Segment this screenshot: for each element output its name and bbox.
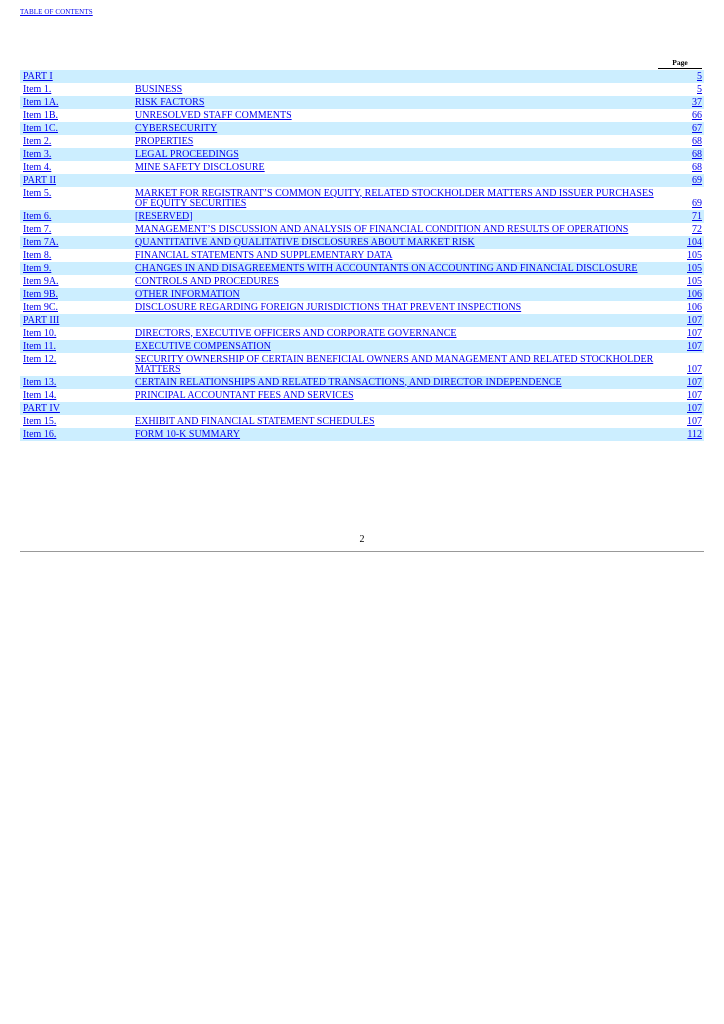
toc-title-cell [135,161,655,174]
toc-row [20,389,704,402]
toc-item-cell [20,376,135,389]
toc-item-cell [20,389,135,402]
toc-item-cell [20,301,135,314]
toc-row [20,210,704,223]
toc-page-cell [655,187,704,210]
toc-page-cell [655,249,704,262]
toc-row [20,314,704,327]
toc-page-link[interactable]: 5 [697,70,702,82]
toc-item-link[interactable]: Item 9C. [23,301,58,313]
toc-table [20,70,704,441]
toc-title-cell [135,262,655,275]
toc-item-link[interactable]: Item 9A. [23,275,59,287]
toc-row [20,415,704,428]
toc-row [20,353,704,376]
toc-row [20,327,704,340]
toc-page-link[interactable]: 107 [687,314,702,326]
toc-item-link[interactable]: Item 16. [23,428,57,440]
toc-part-link[interactable]: PART II [23,174,57,186]
toc-row [20,148,704,161]
toc-page-cell [655,275,704,288]
toc-page-cell [655,122,704,135]
toc-title-link[interactable]: FORM 10-K SUMMARY [135,428,241,440]
toc-title-link[interactable]: PRINCIPAL ACCOUNTANT FEES AND SERVICES [135,389,354,401]
toc-page-cell [655,327,704,340]
toc-title-cell [135,122,655,135]
toc-title-cell [135,187,655,210]
toc-title-cell [135,275,655,288]
toc-part-link[interactable]: PART III [23,314,60,326]
toc-title-cell [135,148,655,161]
toc-title-link[interactable]: MINE SAFETY DISCLOSURE [135,161,265,173]
toc-page-cell [655,210,704,223]
toc-page-cell [655,262,704,275]
toc-title-link[interactable]: DIRECTORS, EXECUTIVE OFFICERS AND CORPORATE GOVERNANCE [135,327,457,339]
toc-title-cell [135,83,655,96]
toc-item-link[interactable]: Item 12. [23,353,57,365]
toc-title-cell [135,135,655,148]
toc-row [20,122,704,135]
toc-page-link[interactable]: 67 [692,122,702,134]
toc-item-cell [20,314,135,327]
toc-item-link[interactable]: Item 14. [23,389,57,401]
toc-item-link[interactable]: Item 9. [23,262,52,274]
toc-part-link[interactable]: PART I [23,70,53,82]
toc-page-link[interactable]: 105 [687,249,702,261]
toc-page-cell [655,70,704,83]
toc-title-link[interactable]: QUANTITATIVE AND QUALITATIVE DISCLOSURES ABOUT MARKET RISK [135,236,475,248]
toc-item-cell [20,70,135,83]
toc-page-link[interactable]: 72 [692,223,702,235]
table-of-contents [20,56,704,441]
toc-title-cell [135,174,655,187]
toc-page-cell [655,415,704,428]
toc-row [20,428,704,441]
toc-title-link[interactable]: BUSINESS [135,83,183,95]
toc-row [20,402,704,415]
toc-title-cell [135,109,655,122]
toc-item-link[interactable]: Item 7. [23,223,52,235]
toc-title-link[interactable]: SECURITY OWNERSHIP OF CERTAIN BENEFICIAL OWNERS AND MANAGEMENT AND RELATED STOCKHOLDER MATTERS [135,353,654,375]
toc-page-link[interactable]: 68 [692,135,702,147]
toc-item-cell [20,161,135,174]
toc-title-link[interactable]: LEGAL PROCEEDINGS [135,148,239,160]
toc-page-cell [655,353,704,376]
toc-title-link[interactable]: UNRESOLVED STAFF COMMENTS [135,109,292,121]
toc-item-link[interactable]: Item 1A. [23,96,59,108]
toc-item-cell [20,122,135,135]
toc-title-link[interactable]: DISCLOSURE REGARDING FOREIGN JURISDICTIONS THAT PREVENT INSPECTIONS [135,301,522,313]
toc-page-link[interactable]: 112 [687,428,702,440]
toc-item-cell [20,288,135,301]
toc-page-link[interactable]: 37 [692,96,702,108]
toc-page-link[interactable]: 107 [687,402,702,414]
toc-title-cell [135,389,655,402]
toc-item-link[interactable]: Item 4. [23,161,52,173]
toc-page-cell [655,376,704,389]
toc-row [20,187,704,210]
toc-page-cell [655,428,704,441]
toc-item-link[interactable]: Item 10. [23,327,57,339]
toc-item-cell [20,148,135,161]
toc-item-link[interactable]: Item 15. [23,415,57,427]
toc-page-link[interactable]: 66 [692,109,702,121]
toc-page-cell [655,109,704,122]
toc-item-cell [20,275,135,288]
toc-row [20,249,704,262]
toc-item-link[interactable]: Item 2. [23,135,52,147]
toc-item-link[interactable]: Item 9B. [23,288,58,300]
toc-page-cell [655,223,704,236]
toc-page-link[interactable]: 68 [692,148,702,160]
toc-item-cell [20,402,135,415]
toc-row [20,223,704,236]
toc-item-link[interactable]: Item 8. [23,249,52,261]
toc-page-cell [655,148,704,161]
toc-page-link[interactable]: 107 [687,415,702,427]
toc-title-cell [135,96,655,109]
toc-page-link[interactable]: 107 [687,363,702,375]
toc-page-link[interactable]: 106 [687,301,702,313]
toc-item-link[interactable]: Item 3. [23,148,52,160]
toc-page-cell [655,83,704,96]
toc-title-cell [135,301,655,314]
toc-row [20,376,704,389]
toc-item-cell [20,262,135,275]
toc-page-cell [655,174,704,187]
toc-item-link[interactable]: Item 7A. [23,236,59,248]
toc-item-link[interactable]: Item 1B. [23,109,58,121]
toc-page-cell [655,340,704,353]
toc-row [20,83,704,96]
toc-part-link[interactable]: PART IV [23,402,60,414]
toc-item-cell [20,210,135,223]
toc-title-link[interactable]: RISK FACTORS [135,96,205,108]
toc-page-link[interactable]: 105 [687,262,702,274]
toc-title-link[interactable]: CHANGES IN AND DISAGREEMENTS WITH ACCOUNTANTS ON ACCOUNTING AND FINANCIAL DISCLOSURE [135,262,638,274]
toc-item-cell [20,327,135,340]
toc-page-link[interactable]: 106 [687,288,702,300]
toc-item-cell [20,223,135,236]
toc-page-link[interactable]: 69 [692,174,702,186]
toc-page-link[interactable]: 68 [692,161,702,173]
toc-row [20,161,704,174]
toc-item-cell [20,83,135,96]
toc-row [20,275,704,288]
page-divider [20,551,704,552]
toc-title-cell [135,70,655,83]
toc-item-link[interactable]: Item 11. [23,340,56,352]
toc-page-cell [655,236,704,249]
toc-title-link[interactable]: FINANCIAL STATEMENTS AND SUPPLEMENTARY DATA [135,249,393,261]
toc-row [20,262,704,275]
toc-title-link[interactable]: EXECUTIVE COMPENSATION [135,340,271,352]
toc-page-cell [655,389,704,402]
toc-row [20,70,704,83]
toc-page-cell [655,96,704,109]
toc-row [20,109,704,122]
toc-item-cell [20,428,135,441]
toc-page-link[interactable]: 5 [697,83,702,95]
toc-page-link[interactable]: 107 [687,389,702,401]
toc-title-link[interactable]: [RESERVED] [135,210,193,222]
toc-row [20,301,704,314]
toc-page-link[interactable]: 105 [687,275,702,287]
toc-title-cell [135,236,655,249]
toc-title-cell [135,249,655,262]
toc-page-link[interactable]: 107 [687,376,702,388]
toc-item-cell [20,249,135,262]
toc-item-link[interactable]: Item 5. [23,187,52,199]
toc-title-link[interactable]: MARKET FOR REGISTRANT’S COMMON EQUITY, RELATED STOCKHOLDER MATTERS AND ISSUER PURCHASES OF EQUITY SECURITIES [135,187,654,209]
toc-title-cell [135,327,655,340]
toc-item-cell [20,353,135,376]
toc-item-cell [20,109,135,122]
toc-page-link[interactable]: 104 [687,236,702,248]
toc-item-link[interactable]: Item 13. [23,376,57,388]
toc-row [20,96,704,109]
toc-row [20,174,704,187]
toc-item-link[interactable]: Item 1. [23,83,52,95]
toc-item-cell [20,174,135,187]
toc-title-cell [135,223,655,236]
toc-item-link[interactable]: Item 6. [23,210,52,222]
page-number: 2 [359,534,365,545]
toc-item-cell [20,96,135,109]
toc-item-cell [20,236,135,249]
toc-page-cell [655,135,704,148]
toc-row [20,135,704,148]
toc-title-cell [135,340,655,353]
toc-page-cell [655,288,704,301]
page-column-header [20,56,704,70]
toc-page-cell [655,314,704,327]
toc-title-cell [135,402,655,415]
toc-title-link[interactable]: CONTROLS AND PROCEDURES [135,275,279,287]
toc-title-link[interactable]: EXHIBIT AND FINANCIAL STATEMENT SCHEDULES [135,415,375,427]
toc-page-cell [655,402,704,415]
toc-title-cell [135,353,655,376]
toc-title-cell [135,314,655,327]
toc-item-cell [20,135,135,148]
toc-title-link[interactable]: PROPERTIES [135,135,194,147]
toc-title-link[interactable]: CERTAIN RELATIONSHIPS AND RELATED TRANSACTIONS, AND DIRECTOR INDEPENDENCE [135,376,562,388]
toc-title-cell [135,428,655,441]
toc-item-cell [20,415,135,428]
toc-title-cell [135,288,655,301]
toc-row [20,236,704,249]
page-column-label: Page [658,58,702,69]
toc-page-cell [655,301,704,314]
toc-item-cell [20,340,135,353]
toc-page-link[interactable]: 107 [687,340,702,352]
toc-page-cell [655,161,704,174]
toc-title-link[interactable]: OTHER INFORMATION [135,288,240,300]
toc-title-link[interactable]: MANAGEMENT’S DISCUSSION AND ANALYSIS OF FINANCIAL CONDITION AND RESULTS OF OPERATIONS [135,223,629,235]
toc-page-link[interactable]: 107 [687,327,702,339]
toc-row [20,288,704,301]
toc-title-cell [135,415,655,428]
toc-row [20,340,704,353]
toc-page-link[interactable]: 71 [692,210,702,222]
table-of-contents-link[interactable]: TABLE OF CONTENTS [20,8,93,16]
toc-item-cell [20,187,135,210]
toc-title-cell [135,210,655,223]
toc-title-cell [135,376,655,389]
toc-title-link[interactable]: CYBERSECURITY [135,122,218,134]
toc-item-link[interactable]: Item 1C. [23,122,58,134]
toc-page-link[interactable]: 69 [692,197,702,209]
